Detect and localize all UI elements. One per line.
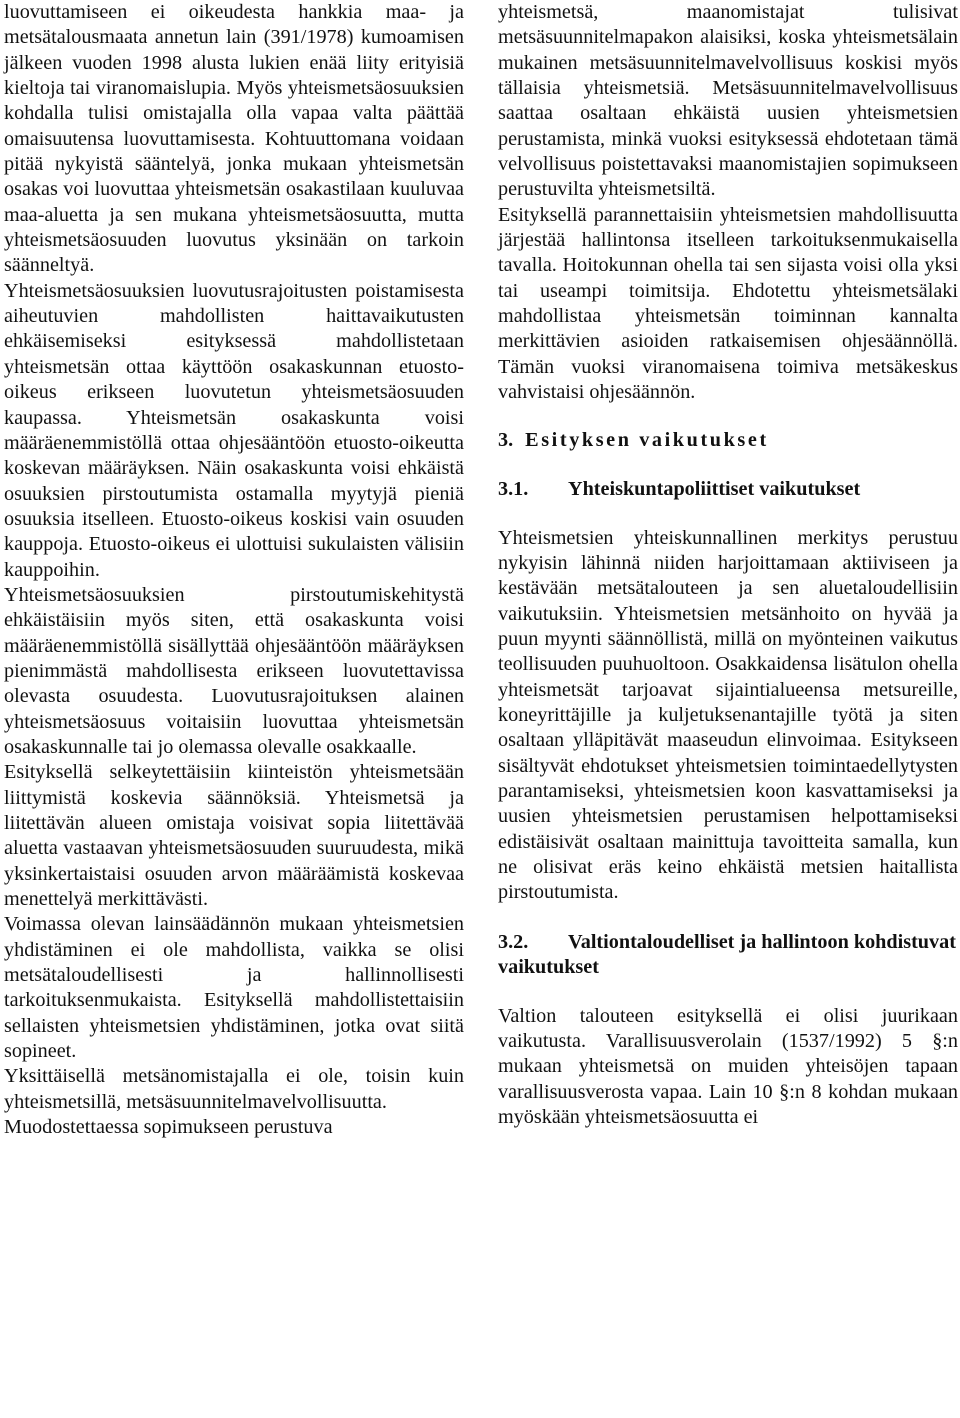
subsection-title: Valtiontaloudelliset ja hallintoon kohdistuvat vaikutukset xyxy=(498,930,956,978)
subsection-number: 3.1. xyxy=(498,477,529,500)
subsection-title: Yhteiskuntapoliittiset vaikutukset xyxy=(568,477,861,500)
section-heading xyxy=(498,428,958,453)
body-paragraph: Voimassa olevan lainsäädännön mukaan yhteismetsien yhdistäminen ei ole mahdollista, vaikka se olisi metsätaloudellisesti ja hallinnollisesti tarkoituksenmukaista. Esityksellä mahdollistettaisiin sellaisten yhteismetsien yhdistäminen, jotka ovat siitä sopineet. xyxy=(4,913,464,1063)
section-title: Esityksen vaikutukset xyxy=(525,428,769,451)
right-column xyxy=(498,0,958,1130)
left-column xyxy=(4,0,464,1140)
section-number: 3. xyxy=(498,428,514,451)
body-paragraph: Muodostettaessa sopimukseen perustuva xyxy=(4,1116,333,1139)
subsection-number: 3.2. xyxy=(498,930,529,953)
body-paragraph: Esityksellä selkeytettäisiin kiinteistön yhteismetsään liittymistä koskevia säännöksiä. Yhteismetsä ja liitettävän alueen omistaja voisivat sopia liitettävää aluetta vastaavan yhteismetsäosuuden suuruudesta, mikä yksinkertaistaisi osuuden arvon määräämistä koskevaa menettelyä merkittävästi. xyxy=(4,761,464,911)
body-paragraph: Yhteismetsien yhteiskunnallinen merkitys perustuu nykyisin lähinnä niiden harjoittamaan aktiiviseen ja kestävään metsätalouteen ja sen aluetaloudellisiin vaikutuksiin. Yhteismetsien metsänhoito on hyvää ja puun myynti säännöllistä, millä on myönteinen vaikutus teollisuuden puuhuoltoon. Osakkaidensa lisätulon ohella yhteismetsät tarjoavat sijaintialueensa metsureille, koneyrittäjille ja kuljetuksenantajille työtä ja siten osaltaan ylläpitävät maaseudun elinvoimaa. Esitykseen sisältyvät ehdotukset yhteismetsien toimintaedellytysten parantamiseksi, yhteismetsien koon kasvattamiseksi ja uusien yhteismetsien perustamisen helpottamiseksi edistäisivät osaltaan mainittuja tavoitteita samalla, kun ne olisivat eräs keino ehkäistä metsien haitallista pirstoutumista. xyxy=(498,526,958,904)
body-paragraph: luovuttamiseen ei oikeudesta hankkia maa- ja metsätalousmaata annetun lain (391/1978) kumoamisen jälkeen vuoden 1998 alusta lukien enää liity erityisiä kieltoja tai viranomaislupia. Myös yhteismetsäosuuksien kohdalla tulisi omistajalla olla vapaa valta päättää omaisuutensa luovuttamisesta. Kohtuuttomana voidaan pitää nykyistä sääntelyä, jonka mukaan yhteismetsän osakas voi luovuttaa yhteismetsän osakastilaan kuuluvaa maa-aluetta ja sen mukana yhteismetsäosuutta, mutta yhteismetsäosuuden luovutus yksinään on tarkoin säänneltyä. xyxy=(4,1,464,277)
body-paragraph: Yksittäisellä metsänomistajalla ei ole, toisin kuin yhteismetsillä, metsäsuunnitelmavelvollisuutta. xyxy=(4,1065,464,1113)
body-paragraph: yhteismetsä, maanomistajat tulisivat metsäsuunnitelmapakon alaisiksi, koska yhteismetsälain mukainen metsäsuunnitelmavelvollisuus koskisi myös tällaisia yhteismetsiä. Metsäsuunnitelmavelvollisuus saattaa osaltaan ehkäistä uusien yhteismetsien perustamista, minkä vuoksi esityksessä ehdotetaan tämä velvollisuus poistettavaksi maanomistajien sopimukseen perustuvilta yhteismetsiltä. xyxy=(498,1,958,201)
subsection-heading xyxy=(498,477,958,502)
subsection-heading xyxy=(498,930,958,980)
body-paragraph: Valtion talouteen esityksellä ei olisi juurikaan vaikutusta. Varallisuusverolain (1537/1992) 5 §:n mukaan yhteismetsä on muiden yhteisöjen tapaan varallisuusverosta vapaa. Lain 10 §:n 8 kohdan mukaan myöskään yhteismetsäosuutta ei xyxy=(498,1004,958,1129)
body-paragraph: Yhteismetsäosuuksien luovutusrajoitusten poistamisesta aiheutuvien mahdollisten haittavaikutusten ehkäisemiseksi esityksessä mahdollistetaan yhteismetsän ottaa käyttöön osakaskunnan etuosto-oikeus erikseen luovutetun yhteismetsäosuuden kaupassa. Yhteismetsän osakaskunta voisi määräenemmistöllä ottaa ohjesääntöön etuosto-oikeutta koskevan määräyksen. Näin osakaskunta voisi ehkäistä osuuksien pirstoutumista ostamalla myytyjä pieniä osuuksia itselleen. Etuosto-oikeus koskisi vain osuuden kauppoja. Etuosto-oikeus ei ulottuisi sukulaisten välisiin kauppoihin. xyxy=(4,279,464,581)
body-paragraph: Esityksellä parannettaisiin yhteismetsien mahdollisuutta järjestää hallintonsa itselleen tarkoituksenmukaisella tavalla. Hoitokunnan ohella tai sen sijasta voisi olla yksi tai useampi toimitsija. Ehdotettu yhteismetsälaki mahdollistaa yhteismetsän toiminnan kannalta merkittävien asioiden ratkaisemisen ohjesäännöllä. Tämän vuoksi viranomaisena toimiva metsäkeskus vahvistaisi ohjesäännön. xyxy=(498,203,958,404)
body-paragraph: Yhteismetsäosuuksien pirstoutumiskehitystä ehkäistäisiin myös siten, että osakaskunta voisi määräenemmistöllä sisällyttää ohjesääntöön määräyksen pienimmästä mahdollisesta erikseen luovutettavissa olevasta osuudesta. Luovutusrajoituksen alainen yhteismetsäosuus voitaisiin luovuttaa yhteismetsän osakaskunnalle tai jo olemassa olevalle osakkaalle. xyxy=(4,583,464,758)
